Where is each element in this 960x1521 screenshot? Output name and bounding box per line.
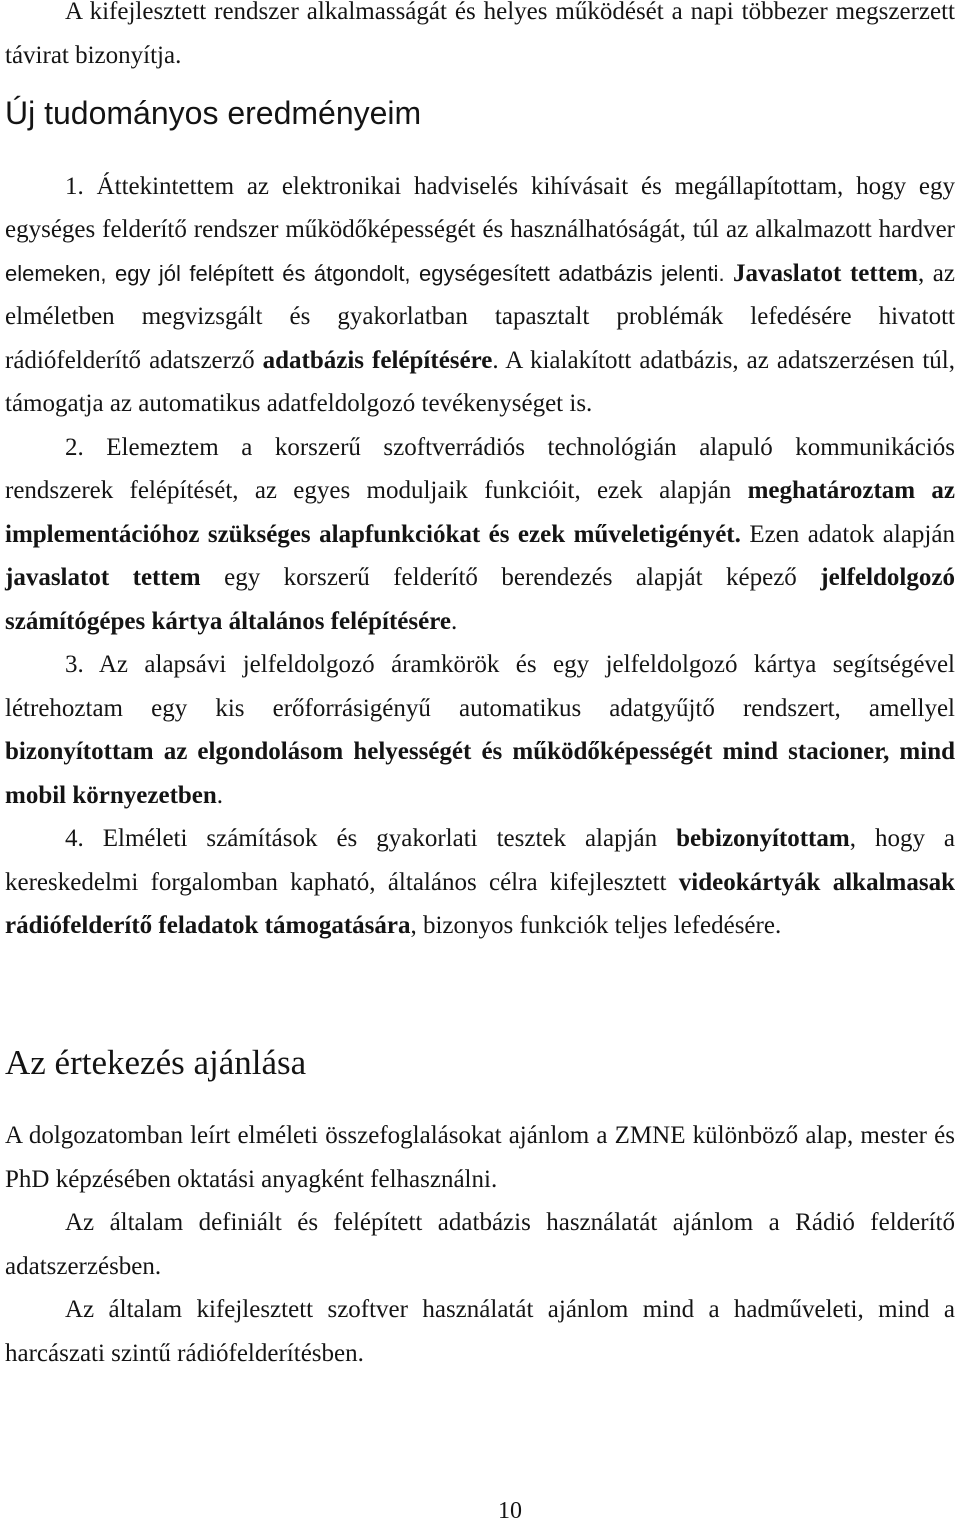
text-run: Az alapsávi jelfeldolgozó áramkörök és egy jelfeldolgozó kártya segítségével (98, 651, 955, 679)
text-run: adatszerzésben. (5, 1252, 162, 1280)
list-number: 4. (65, 825, 84, 853)
text-line (5, 817, 955, 861)
recommendation-paragraph-2 (5, 1201, 955, 1288)
text-run: A dolgozatomban leírt elméleti összefoglalásokat ajánlom a ZMNE különböző alap, mester és (5, 1122, 955, 1150)
text-run: rádiófelderítő adatszerző (5, 346, 263, 374)
bold-text-run: Javaslatot tettem (733, 259, 918, 287)
text-run: Ezen adatok alapján (740, 520, 955, 548)
text-line (5, 295, 955, 339)
result-item-4 (5, 817, 955, 948)
text-run: támogatja az automatikus adatfeldolgozó tevékenységet is. (5, 390, 593, 418)
list-number: 3. (65, 651, 84, 679)
text-line (5, 1245, 955, 1289)
text-run: egységes felderítő rendszer működőképességét és használhatóságát, túl az alkalmazott hardver (5, 216, 955, 244)
text-line (5, 1201, 955, 1245)
list-number: 2. (65, 433, 84, 461)
bold-text-run: jelfeldolgozó (820, 564, 955, 592)
text-line (5, 426, 955, 470)
text-line (5, 339, 955, 383)
text-run: , hogy a (849, 825, 956, 853)
text-run: Az általam definiált és felépített adatbázis használatát ajánlom a Rádió felderítő (65, 1209, 955, 1237)
bold-text-run: számítógépes kártya általános felépítésére (5, 607, 451, 635)
text-run: PhD képzésében oktatási anyagként felhasználni. (5, 1165, 498, 1193)
section-heading-results: Új tudományos eredményeim (5, 95, 422, 132)
text-line (5, 904, 955, 948)
text-run: , bizonyos funkciók teljes lefedésére. (410, 912, 782, 940)
text-line (5, 556, 955, 600)
text-line (5, 643, 955, 687)
text-run: A kifejlesztett rendszer alkalmasságát és helyes működését a napi többezer megszerzett (65, 0, 955, 26)
text-run: elemeken, egy jól felépített és átgondolt, egységesített adatbázis jelenti. (5, 260, 734, 286)
text-line (5, 1158, 955, 1202)
recommendation-paragraph-3 (5, 1288, 955, 1375)
bold-text-run: videokártyák alkalmasak (678, 868, 955, 896)
text-run: Az általam kifejlesztett szoftver használatát ajánlom mind a hadműveleti, mind a (65, 1296, 955, 1324)
bold-text-run: implementációhoz szükséges alapfunkciókat és ezek műveletigényét. (5, 520, 741, 548)
text-line (5, 513, 955, 557)
text-line (5, 774, 955, 818)
section-heading-recommendation: Az értekezés ajánlása (5, 1042, 307, 1082)
text-line (5, 382, 955, 426)
text-run: Áttekintettem az elektronikai hadviselés kihívásait és megállapítottam, hogy egy (96, 172, 955, 200)
text-run: . A kialakított adatbázis, az adatszerzésen túl, (492, 346, 955, 374)
text-line (5, 469, 955, 513)
text-line (5, 1114, 955, 1158)
bold-text-run: javaslatot tettem (5, 564, 201, 592)
text-line (5, 165, 955, 209)
bold-text-run: meghatároztam az (747, 477, 955, 505)
text-line (5, 34, 955, 78)
text-run: Elméleti számítások és gyakorlati tesztek alapján (102, 825, 677, 853)
text-run: , az (917, 259, 955, 287)
page-number: 10 (498, 1498, 522, 1521)
text-line (5, 600, 955, 644)
text-line (5, 208, 955, 252)
text-run: létrehoztam egy kis erőforrásigényű automatikus adatgyűjtő rendszert, amellyel (5, 694, 955, 722)
bold-text-run: bebizonyítottam (676, 825, 850, 853)
text-line (5, 687, 955, 731)
text-run: rendszerek felépítését, az egyes moduljaik funkcióit, ezek alapján (5, 477, 748, 505)
text-line (5, 1332, 955, 1376)
result-item-1 (5, 165, 955, 426)
result-item-3 (5, 643, 955, 817)
text-line (5, 0, 955, 34)
bold-text-run: mobil környezetben (5, 781, 217, 809)
list-number: 1. (65, 172, 84, 200)
text-line (5, 730, 955, 774)
result-item-2 (5, 426, 955, 644)
bold-text-run: adatbázis felépítésére (262, 346, 493, 374)
text-run: kereskedelmi forgalomban kapható, általános célra kifejlesztett (5, 868, 679, 896)
text-line (5, 861, 955, 905)
recommendation-paragraph-1 (5, 1114, 955, 1201)
text-run: Elemeztem a korszerű szoftverrádiós technológián alapuló kommunikációs (106, 433, 955, 461)
text-line (5, 252, 955, 296)
bold-text-run: bizonyítottam az elgondolásom helyességét és működőképességét mind stacioner, mind (5, 738, 955, 766)
text-run: harcászati szintű rádiófelderítésben. (5, 1339, 364, 1367)
text-run: egy korszerű felderítő berendezés alapját képező (200, 564, 821, 592)
bold-text-run: rádiófelderítő feladatok támogatására (5, 912, 411, 940)
text-line (5, 1288, 955, 1332)
text-run: elméletben megvizsgált és gyakorlatban tapasztalt problémák lefedésére hivatott (5, 303, 955, 331)
intro-paragraph (5, 0, 955, 77)
text-run: . (450, 607, 458, 635)
text-run: . (216, 781, 224, 809)
text-run: távirat bizonyítja. (5, 41, 182, 69)
page-content (5, 0, 955, 1375)
